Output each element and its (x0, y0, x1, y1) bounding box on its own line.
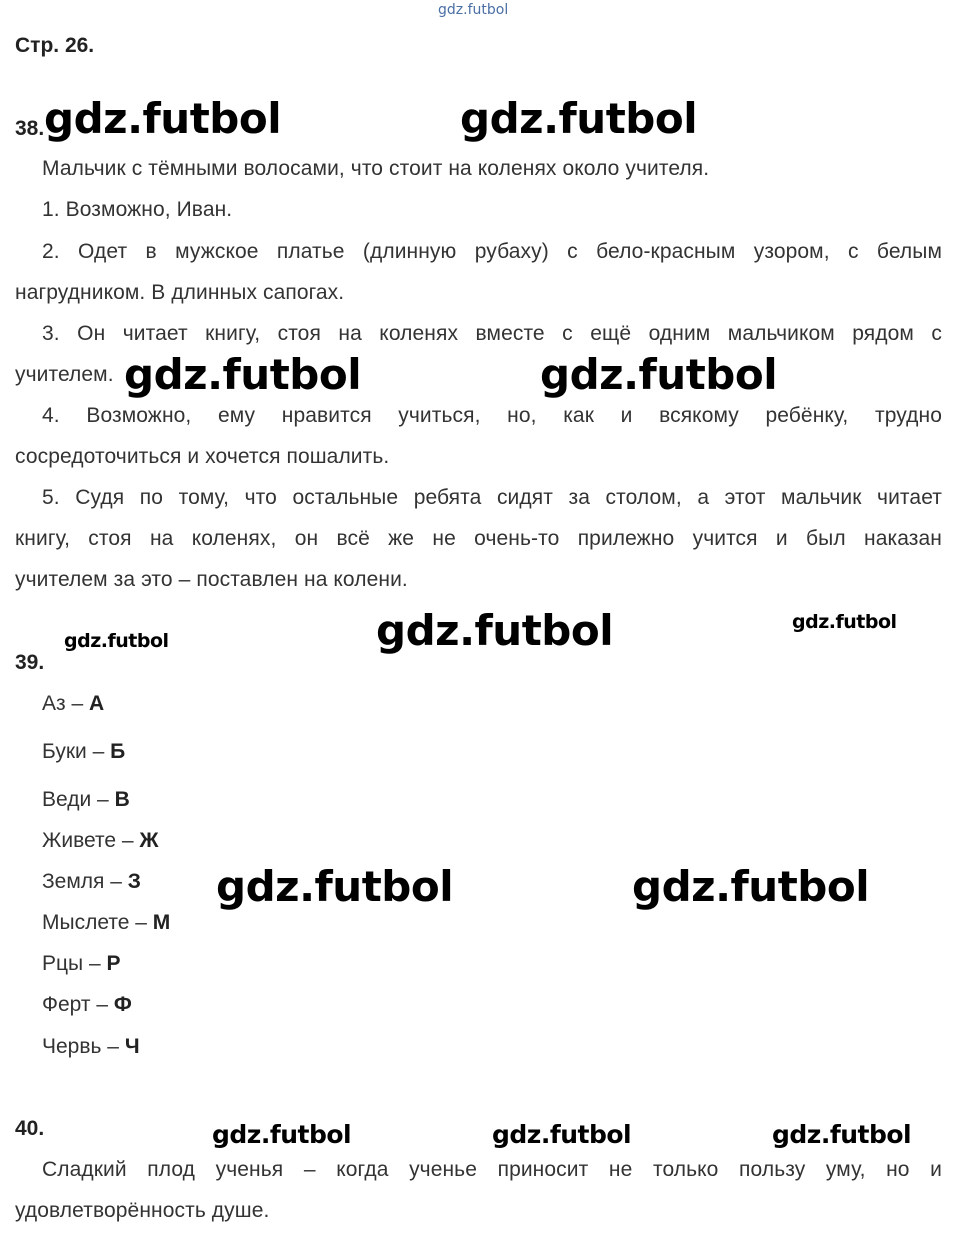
q38-answer-4-line-1: 4. Возможно, ему нравится учиться, но, как и всякому ребёнку, трудно (42, 404, 942, 427)
q40-line-1: Сладкий плод ученья – когда ученье приносит не только пользу уму, но и (42, 1158, 942, 1181)
q38-answer-4-line-2: сосредоточиться и хочется пошалить. (15, 445, 390, 468)
letter: Ж (139, 829, 159, 852)
watermark: gdz.futbol (540, 350, 778, 399)
q38-answer-1: 1. Возможно, Иван. (42, 198, 233, 221)
question-38-number: 38. (15, 117, 45, 140)
q40-line-2: удовлетворённость душе. (15, 1199, 270, 1222)
page-label: Стр. 26. (15, 34, 95, 57)
q38-intro: Мальчик с тёмными волосами, что стоит на коленях около учителя. (42, 157, 710, 180)
q38-answer-3-line-1: 3. Он читает книгу, стоя на коленях вместе с ещё одним мальчиком рядом с (42, 322, 942, 345)
letter-name: Буки (42, 740, 87, 763)
alphabet-row: Червь – Ч (42, 1035, 140, 1058)
watermark: gdz.futbol (44, 94, 282, 143)
q38-answer-2-line-2: нагрудником. В длинных сапогах. (15, 281, 345, 304)
watermark: gdz.futbol (460, 94, 698, 143)
letter: Р (106, 952, 121, 975)
alphabet-row: Аз – А (42, 692, 105, 715)
watermark: gdz.futbol (376, 606, 614, 655)
letter: Ф (113, 993, 132, 1016)
q38-answer-5-line-2: книгу, стоя на коленях, он всё же не очень-то прилежно учится и был наказан (15, 527, 942, 550)
letter-name: Червь (42, 1035, 102, 1058)
q38-answer-5-line-1: 5. Судя по тому, что остальные ребята сидят за столом, а этот мальчик читает (42, 486, 942, 509)
letter: Б (110, 740, 126, 763)
letter: Ч (124, 1035, 140, 1058)
q38-answer-2-line-1: 2. Одет в мужское платье (длинную рубаху) с бело-красным узором, с белым (42, 240, 942, 263)
watermark: gdz.futbol (772, 1120, 912, 1149)
question-39-number: 39. (15, 651, 45, 674)
alphabet-row: Ферт – Ф (42, 993, 132, 1016)
q38-answer-3-line-2: учителем. (15, 363, 114, 386)
q38-answer-5-line-3: учителем за это – поставлен на колени. (15, 568, 408, 591)
alphabet-row: Буки – Б (42, 740, 126, 763)
letter-name: Живете (42, 829, 117, 852)
letter-name: Ферт (42, 993, 91, 1016)
watermark: gdz.futbol (792, 611, 897, 633)
letter-name: Веди (42, 788, 92, 811)
letter-name: Мыслете (42, 911, 130, 934)
letter-name: Аз (42, 692, 66, 715)
letter: З (127, 870, 141, 893)
alphabet-row: Живете – Ж (42, 829, 159, 852)
letter: М (152, 911, 171, 934)
alphabet-row: Земля – З (42, 870, 141, 893)
watermark: gdz.futbol (632, 862, 870, 911)
letter: В (114, 788, 130, 811)
letter-name: Земля (42, 870, 105, 893)
watermark: gdz.futbol (64, 630, 169, 652)
watermark: gdz.futbol (124, 350, 362, 399)
question-40-number: 40. (15, 1117, 45, 1140)
alphabet-row: Веди – В (42, 788, 130, 811)
alphabet-row: Мыслете – М (42, 911, 171, 934)
watermark: gdz.futbol (216, 862, 454, 911)
watermark: gdz.futbol (492, 1120, 632, 1149)
alphabet-row: Рцы – Р (42, 952, 121, 975)
letter-name: Рцы (42, 952, 84, 975)
letter: А (89, 692, 105, 715)
watermark-top: gdz.futbol (438, 2, 509, 18)
watermark: gdz.futbol (212, 1120, 352, 1149)
